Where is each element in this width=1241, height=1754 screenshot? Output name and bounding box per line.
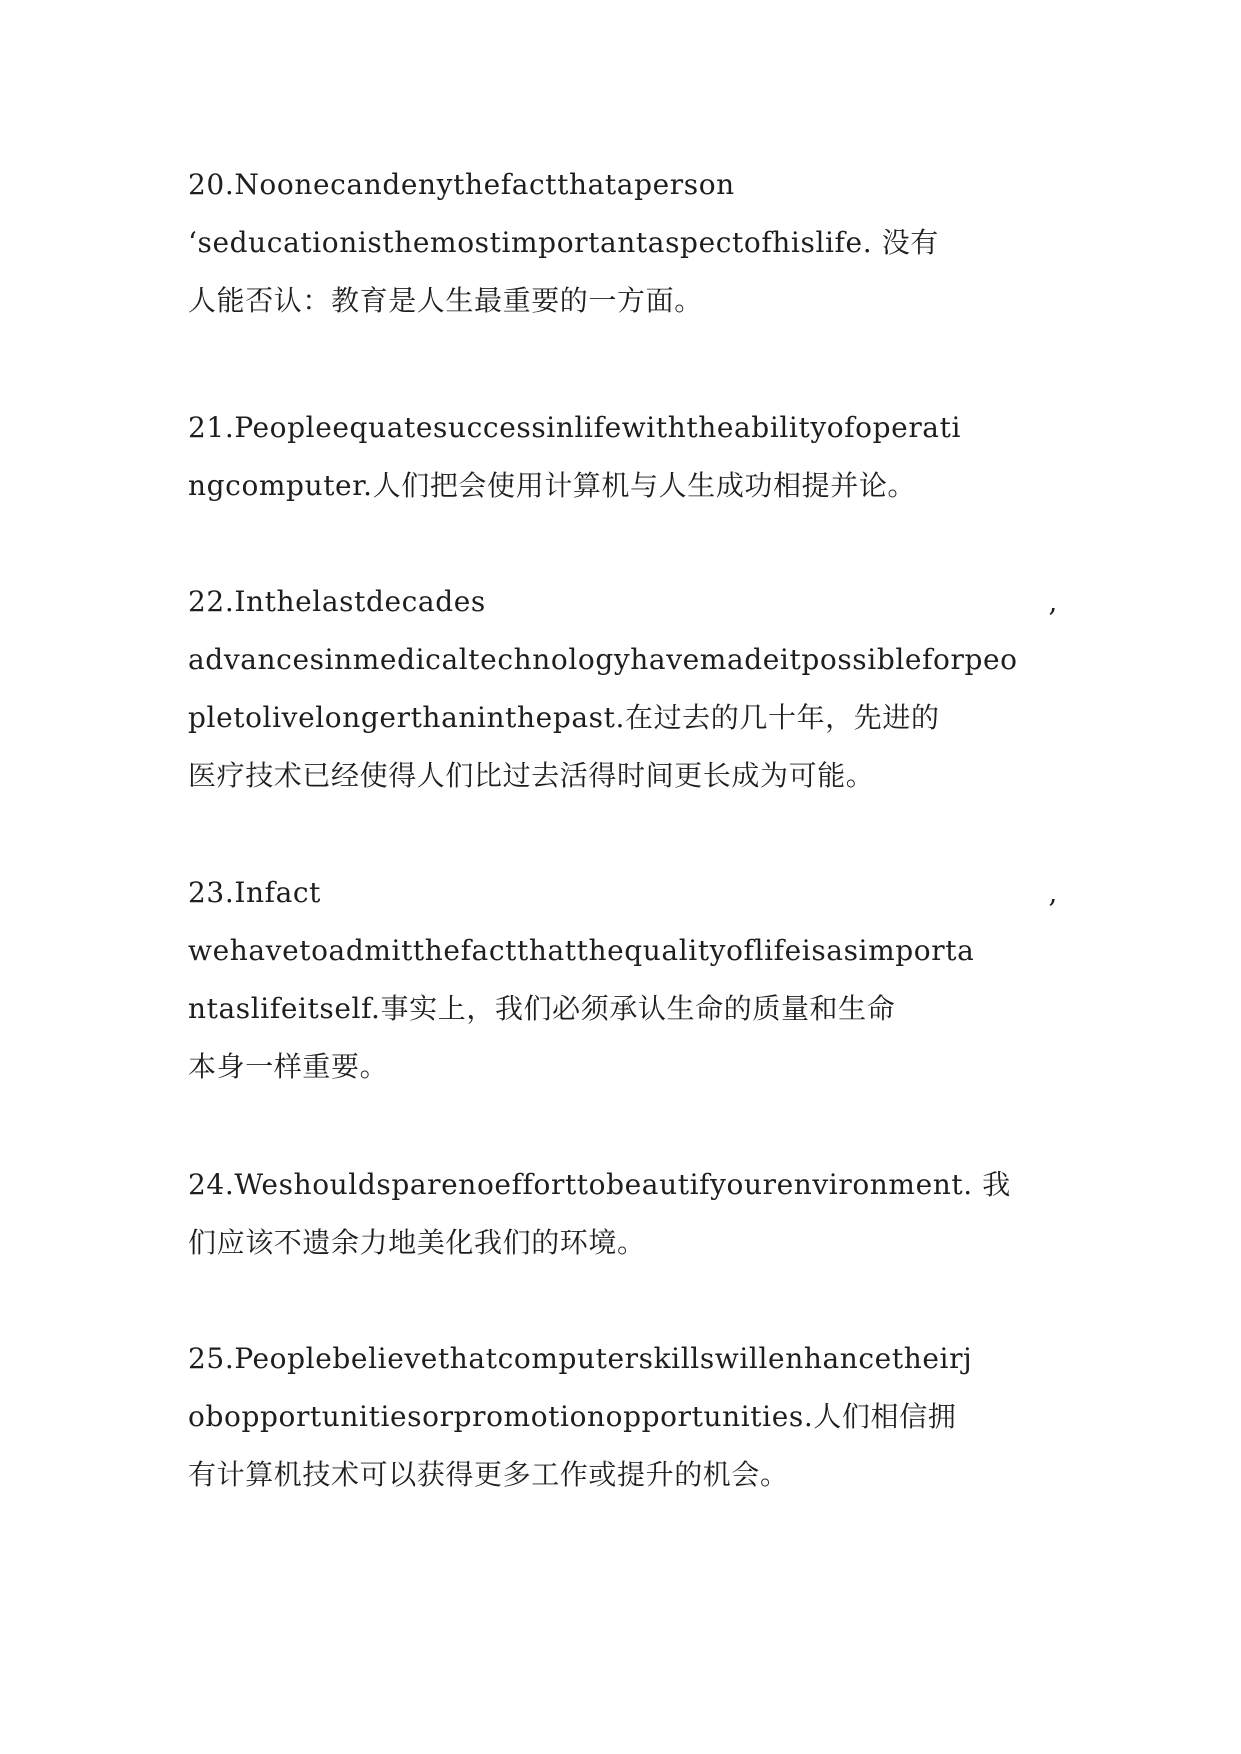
- comma-mark: ,: [1048, 585, 1058, 618]
- sentence-line: 本身一样重要。: [188, 1050, 389, 1083]
- sentence-fragment: 23.Infact: [188, 876, 322, 909]
- sentence-line: ‘seducationisthemostimportantaspectofhislife. 没有: [188, 226, 939, 259]
- sentence-21: [188, 399, 1058, 515]
- sentence-line: 有计算机技术可以获得更多工作或提升的机会。: [188, 1458, 789, 1491]
- sentence-line: 们应该不遗余力地美化我们的环境。: [188, 1226, 646, 1259]
- sentence-line: ntaslifeitself.事实上，我们必须承认生命的质量和生命: [188, 992, 896, 1025]
- sentence-line: 人能否认：教育是人生最重要的一方面。: [188, 284, 703, 317]
- sentence-22: [188, 573, 1058, 805]
- sentence-line: ngcomputer.人们把会使用计算机与人生成功相提并论。: [188, 469, 917, 502]
- sentence-line: obopportunitiesorpromotionopportunities.人们相信拥: [188, 1400, 957, 1433]
- comma-mark: ,: [1048, 876, 1058, 909]
- sentence-20: [188, 156, 1058, 330]
- sentence-23: [188, 864, 1058, 1096]
- sentence-line: 20.Noonecandenythefactthataperson: [188, 168, 735, 201]
- sentence-24: [188, 1156, 1058, 1272]
- sentence-line: 24.Weshouldsparenoefforttobeautifyourenvironment. 我: [188, 1168, 1011, 1201]
- sentence-fragment: 22.Inthelastdecades: [188, 585, 486, 618]
- sentence-line: advancesinmedicaltechnologyhavemadeitpossibleforpeo: [188, 643, 1018, 676]
- sentence-line: [188, 864, 1058, 922]
- sentence-line: 医疗技术已经使得人们比过去活得时间更长成为可能。: [188, 759, 875, 792]
- sentence-line: 21.Peopleequatesuccessinlifewiththeabilityofoperati: [188, 411, 962, 444]
- sentence-line: pletolivelongerthaninthepast.在过去的几十年，先进的: [188, 701, 940, 734]
- sentence-line: wehavetoadmitthefactthatthequalityoflifeisasimporta: [188, 934, 975, 967]
- sentence-line: [188, 573, 1058, 631]
- sentence-line: 25.Peoplebelievethatcomputerskillswillenhancetheirj: [188, 1342, 973, 1375]
- sentence-25: [188, 1330, 1058, 1504]
